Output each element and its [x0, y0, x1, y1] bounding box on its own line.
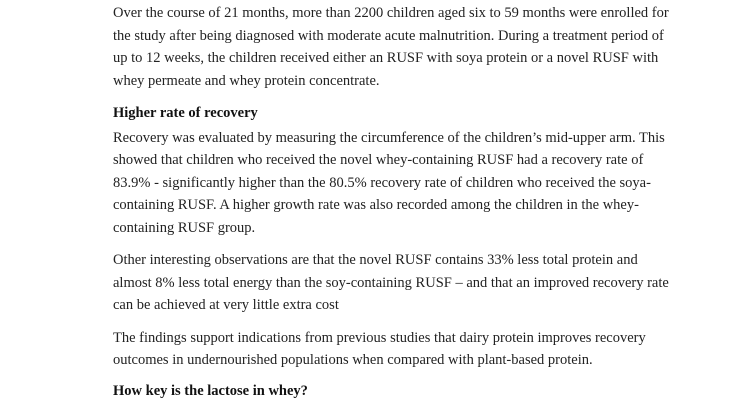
paragraph-findings: The findings support indications from previous studies that dairy protein improves recovery outcomes in undernourished populations when compared with plant-based protein.	[113, 329, 646, 368]
heading-lactose-in-whey: How key is the lactose in whey?	[113, 382, 308, 399]
paragraph-intro: Over the course of 21 months, more than 2200 children aged six to 59 months were enrolled for the study after being diagnosed with moderate acute malnutrition. During a treatment period of up to 12 weeks, the children received either an RUSF with soya protein or a novel RUSF with whey permeate and whey protein concentrate.	[113, 5, 669, 89]
article-body	[113, 2, 673, 402]
paragraph-observations: Other interesting observations are that the novel RUSF contains 33% less total protein and almost 8% less total energy than the soy-containing RUSF – and that an improved recovery rate can be achieved at very little extra cost	[113, 252, 669, 313]
heading-higher-rate-of-recovery: Higher rate of recovery	[113, 105, 258, 121]
paragraph-recovery: Recovery was evaluated by measuring the circumference of the children’s mid-upper arm. This showed that children who received the novel whey-containing RUSF had a recovery rate of 83.9% - significantly higher than the 80.5% recovery rate of children who received the soya-containing RUSF. A higher growth rate was also recorded among the children in the whey-containing RUSF group.	[113, 129, 665, 236]
